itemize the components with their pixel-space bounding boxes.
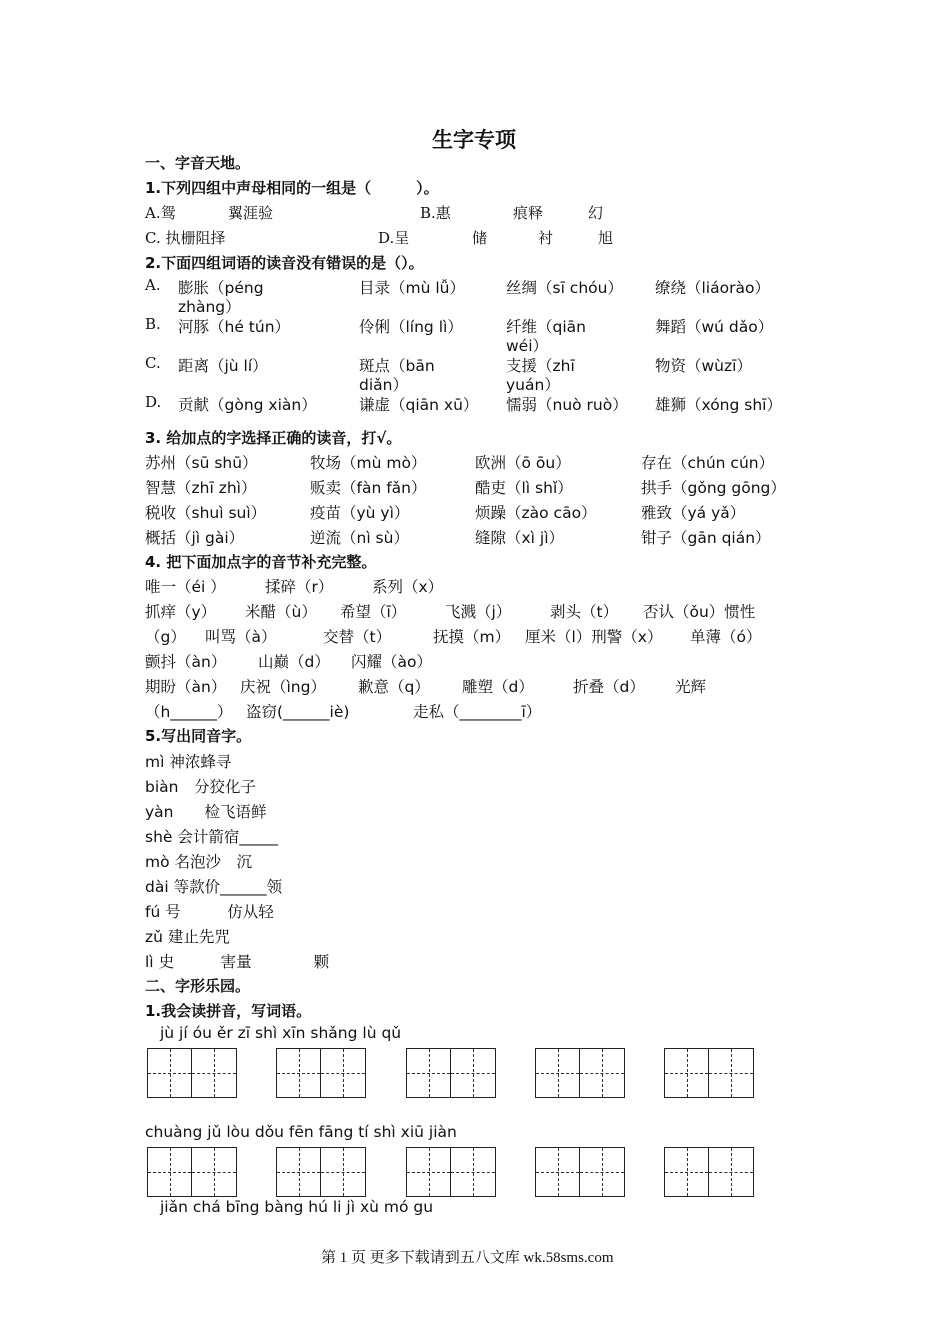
q3-item: 逆流（nì sù） bbox=[310, 529, 409, 547]
q4-item: 揉碎（r） bbox=[265, 578, 334, 596]
q1-option-a-chars: 翼涯验 bbox=[228, 204, 274, 222]
q5-row bbox=[145, 800, 267, 822]
q2-b-letter: B. bbox=[145, 315, 161, 333]
q5-pinyin: lì bbox=[145, 953, 154, 971]
q4-item: 叫骂（à） bbox=[205, 628, 277, 646]
q5-chars: 名泡沙 沉 bbox=[174, 853, 253, 871]
q2-b-word3: 纤维（qiān bbox=[506, 318, 586, 336]
q5-row bbox=[145, 775, 256, 797]
q3-item: 贩卖（fàn fǎn） bbox=[310, 479, 427, 497]
q4-item: 抓痒（y） bbox=[145, 603, 217, 621]
q4-item: 走私（________ī） bbox=[413, 703, 542, 721]
q4-item: 唯一（éi ） bbox=[145, 578, 226, 596]
q5-pinyin: fú bbox=[145, 903, 161, 921]
q2-d-word2: 谦虚（qiān xū） bbox=[359, 396, 479, 414]
q3-item: 雅致（yá yǎ） bbox=[641, 504, 746, 522]
q2-b-word1: 河豚（hé tún） bbox=[178, 318, 291, 336]
q4-item: （g） bbox=[145, 628, 186, 646]
q5-pinyin: zǔ bbox=[145, 928, 163, 946]
q2-d-word1: 贡献（gòng xiàn） bbox=[178, 396, 317, 414]
q3-item: 欧洲（ō ōu） bbox=[475, 454, 571, 472]
q2-c-word4: 物资（wùzī） bbox=[655, 357, 752, 375]
writing-grid[interactable] bbox=[535, 1048, 625, 1098]
q4-stem: 4. 把下面加点字的音节补充完整。 bbox=[145, 553, 377, 571]
q1-option-d-letter: D.呈 bbox=[378, 229, 410, 247]
q2-a-letter: A. bbox=[145, 276, 161, 294]
q2-c-letter: C. bbox=[145, 354, 161, 372]
pinyin-row-3: jiǎn chá bīng bàng hú li jì xù mó gu bbox=[160, 1198, 434, 1216]
q2-d-word4: 雄狮（xóng shī） bbox=[655, 396, 782, 414]
q5-row bbox=[145, 875, 282, 897]
q5-chars: 史 害量 颗 bbox=[158, 953, 330, 971]
q4-item: 闪耀（ào） bbox=[351, 653, 432, 671]
writing-grid[interactable] bbox=[664, 1147, 754, 1197]
q2-c-word2: 斑点（bān bbox=[359, 357, 435, 375]
q1-option-d-char2: 衬 bbox=[538, 229, 554, 247]
q5-row bbox=[145, 825, 278, 847]
writing-grid[interactable] bbox=[147, 1147, 237, 1197]
q4-item: 剥头（t） bbox=[550, 603, 619, 621]
section-heading-1: 一、字音天地。 bbox=[145, 154, 251, 172]
q5-row bbox=[145, 900, 274, 922]
q5-chars: 建止先咒 bbox=[167, 928, 230, 946]
q2-c-word3: 支援（zhī bbox=[506, 357, 575, 375]
q4-item: （h______） bbox=[145, 703, 233, 721]
q3-item: 烦躁（zào cāo） bbox=[475, 504, 597, 522]
writing-grid[interactable] bbox=[276, 1048, 366, 1098]
q4-item: 山巅（d） bbox=[258, 653, 330, 671]
q1-option-c: C. 执栅阻择 bbox=[145, 229, 226, 247]
q4-item: 折叠（d） bbox=[573, 678, 645, 696]
q2-c-word1: 距离（jù lí） bbox=[178, 357, 268, 375]
q3-item: 疫苗（yù yì） bbox=[310, 504, 410, 522]
q4-item: 否认（ǒu）惯性 bbox=[643, 603, 756, 621]
q5-pinyin: yàn bbox=[145, 803, 174, 821]
q5-stem: 5.写出同音字。 bbox=[145, 727, 252, 745]
q1-option-b-letter: B.惠 bbox=[420, 204, 451, 222]
q5-row bbox=[145, 850, 252, 872]
q5-chars: 会计箭宿_____ bbox=[177, 828, 279, 846]
q5-chars: 神浓蜂寻 bbox=[169, 753, 232, 771]
q5-chars: 分狡化子 bbox=[193, 778, 256, 796]
q5-pinyin: mò bbox=[145, 853, 170, 871]
q3-item: 存在（chún cún） bbox=[641, 454, 775, 472]
page-title: 生字专项 bbox=[432, 128, 516, 152]
pinyin-row-1: jù jí óu ěr zī shì xīn shǎng lù qǔ bbox=[160, 1024, 402, 1042]
q2-a-word4: 缭绕（liáorào） bbox=[655, 279, 770, 297]
writing-grid[interactable] bbox=[406, 1048, 496, 1098]
q1-option-a-letter: A.鸳 bbox=[145, 204, 176, 222]
page-footer: 第 1 页 更多下载请到五八文库 wk.58sms.com bbox=[321, 1250, 614, 1266]
q4-item: 飞溅（j） bbox=[445, 603, 512, 621]
pinyin-row-2: chuàng jǔ lòu dǒu fēn fāng tí shì xiū jiàn bbox=[145, 1123, 457, 1141]
q3-item: 缝隙（xì jì） bbox=[475, 529, 565, 547]
q4-item: 希望（ī） bbox=[340, 603, 407, 621]
q4-item: 庆祝（ìng） bbox=[240, 678, 326, 696]
q4-item: 盗窃(______iè) bbox=[246, 703, 350, 721]
writing-grid[interactable] bbox=[664, 1048, 754, 1098]
writing-grid[interactable] bbox=[276, 1147, 366, 1197]
q3-item: 拱手（gǒng gōng） bbox=[641, 479, 786, 497]
writing-grid[interactable] bbox=[406, 1147, 496, 1197]
q3-item: 苏州（sū shū） bbox=[145, 454, 258, 472]
q2-a-word1-cont: zhàng） bbox=[178, 298, 241, 316]
writing-grid[interactable] bbox=[535, 1147, 625, 1197]
q2-b-word4: 舞蹈（wú dǎo） bbox=[655, 318, 774, 336]
q3-item: 钳子（gān qián） bbox=[641, 529, 771, 547]
q2-a-word2: 目录（mù lǚ） bbox=[359, 279, 465, 297]
q2-c-word2-cont: diǎn） bbox=[359, 376, 408, 394]
q2-c-word3-cont: yuán） bbox=[506, 376, 560, 394]
q3-stem: 3. 给加点的字选择正确的读音，打√。 bbox=[145, 429, 402, 447]
q4-item: 厘米（l）刑警（x） bbox=[525, 628, 663, 646]
q4-item: 颤抖（àn） bbox=[145, 653, 227, 671]
q2-a-word1: 膨胀（péng bbox=[178, 279, 264, 297]
section-heading-2: 二、字形乐园。 bbox=[145, 977, 251, 995]
q1-option-b-chars: 痕释 bbox=[513, 204, 544, 222]
q4-item: 单薄（ó） bbox=[690, 628, 762, 646]
q2-d-word3: 懦弱（nuò ruò） bbox=[506, 396, 628, 414]
q5-row bbox=[145, 950, 329, 972]
q3-item: 酷吏（lì shǐ） bbox=[475, 479, 573, 497]
q5-pinyin: shè bbox=[145, 828, 173, 846]
q3-item: 概括（jì gài） bbox=[145, 529, 245, 547]
q4-item: 光辉 bbox=[675, 678, 707, 696]
q3-item: 牧场（mù mò） bbox=[310, 454, 427, 472]
q4-item: 米醋（ù） bbox=[245, 603, 317, 621]
q1-option-d-char3: 旭 bbox=[598, 229, 614, 247]
q5-pinyin: biàn bbox=[145, 778, 179, 796]
q5-row bbox=[145, 750, 231, 772]
q4-item: 歉意（q） bbox=[358, 678, 430, 696]
q1-option-b-char3: 幻 bbox=[588, 204, 604, 222]
q4-item: 抚摸（m） bbox=[433, 628, 511, 646]
q4-item: 系列（x） bbox=[372, 578, 444, 596]
q2-stem: 2.下面四组词语的读音没有错误的是（）。 bbox=[145, 254, 424, 272]
q5-chars: 检飞语鲜 bbox=[204, 803, 267, 821]
q5-chars: 号 仿从轻 bbox=[165, 903, 274, 921]
q4-item: 期盼（àn） bbox=[145, 678, 227, 696]
q1-stem: 1.下列四组中声母相同的一组是（ ）。 bbox=[145, 179, 439, 197]
writing-grid[interactable] bbox=[147, 1048, 237, 1098]
q3-item: 智慧（zhī zhì） bbox=[145, 479, 257, 497]
q2-b-word2: 伶俐（líng lì） bbox=[359, 318, 463, 336]
q2-d-letter: D. bbox=[145, 393, 162, 411]
q1-option-d-char1: 储 bbox=[472, 229, 488, 247]
q2-a-word3: 丝绸（sī chóu） bbox=[506, 279, 623, 297]
s2q1-stem: 1.我会读拼音，写词语。 bbox=[145, 1002, 312, 1020]
q2-b-word3-cont: wéi） bbox=[506, 337, 549, 355]
q5-row bbox=[145, 925, 230, 947]
q5-chars: 等款价______领 bbox=[173, 878, 283, 896]
q3-item: 税收（shuì suì） bbox=[145, 504, 267, 522]
q5-pinyin: dài bbox=[145, 878, 169, 896]
q4-item: 雕塑（d） bbox=[462, 678, 534, 696]
q5-pinyin: mì bbox=[145, 753, 165, 771]
q4-item: 交替（t） bbox=[323, 628, 392, 646]
